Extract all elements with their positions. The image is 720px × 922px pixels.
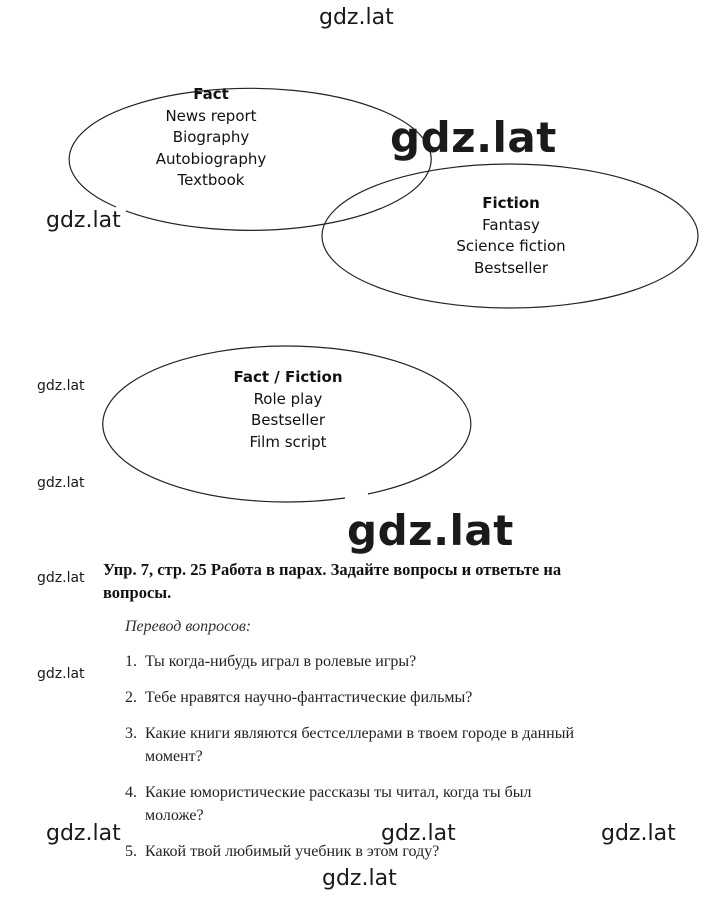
fact-oval-text: [111, 84, 311, 192]
watermark: gdz.lat: [347, 506, 514, 555]
watermark: gdz.lat: [322, 866, 397, 891]
watermark: gdz.lat: [37, 666, 85, 682]
question-list: [125, 650, 585, 876]
watermark: gdz.lat: [37, 570, 85, 586]
fact-item: Textbook: [177, 171, 245, 189]
question-text: Какие юмористические рассказы ты читал, когда ты был моложе?: [145, 784, 532, 824]
list-item: [125, 722, 585, 768]
question-text: Какой твой любимый учебник в этом году?: [145, 843, 440, 860]
watermark: gdz.lat: [601, 821, 676, 846]
fact-item: Autobiography: [155, 149, 267, 168]
list-item: [125, 781, 585, 827]
watermark: gdz.lat: [46, 208, 121, 233]
fact-fiction-title: Fact / Fiction: [233, 368, 343, 386]
question-number: 5.: [125, 843, 137, 860]
fact-fiction-item: Bestseller: [251, 411, 325, 429]
question-number: 1.: [125, 653, 137, 670]
question-number: 4.: [125, 784, 137, 801]
fiction-oval-text: [411, 193, 611, 279]
question-number: 3.: [125, 725, 137, 742]
watermark: gdz.lat: [37, 475, 85, 491]
fact-item: News report: [165, 106, 257, 125]
fiction-item: Bestseller: [474, 258, 548, 277]
fact-fiction-oval-text: [188, 367, 388, 453]
exercise-subtitle: Перевод вопросов:: [125, 618, 252, 635]
watermark: gdz.lat: [381, 821, 456, 846]
question-number: 2.: [125, 689, 137, 706]
exercise-heading: Упр. 7, стр. 25 Работа в парах. Задайте вопросы и ответьте на вопросы.: [103, 560, 562, 602]
watermark: gdz.lat: [390, 113, 557, 162]
watermark: gdz.lat: [46, 821, 121, 846]
fact-title: Fact: [193, 85, 229, 103]
list-item: [125, 686, 585, 709]
fiction-item: Fantasy: [482, 215, 540, 234]
list-item: [125, 650, 585, 673]
fiction-item: Science fiction: [456, 237, 566, 255]
question-text: Какие книги являются бестселлерами в твоем городе в данный момент?: [145, 725, 575, 765]
fiction-title: Fiction: [482, 194, 540, 212]
watermark: gdz.lat: [319, 5, 394, 30]
fact-item: Biography: [172, 128, 250, 146]
fact-fiction-item: Role play: [253, 389, 323, 408]
fact-fiction-item: Film script: [249, 432, 327, 451]
question-text: Ты когда-нибудь играл в ролевые игры?: [145, 653, 417, 670]
list-item: [125, 840, 585, 863]
watermark: gdz.lat: [37, 378, 85, 394]
question-text: Тебе нравятся научно-фантастические фильмы?: [145, 689, 473, 706]
